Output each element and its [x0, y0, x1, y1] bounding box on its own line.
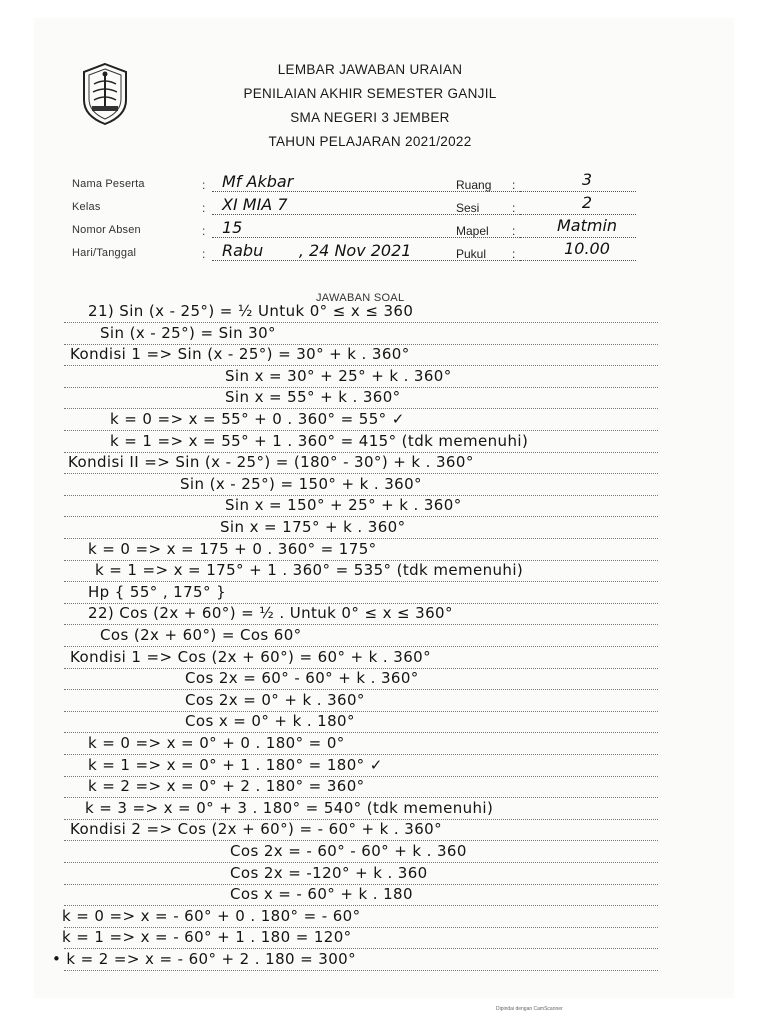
- answer-line: Cos x = 0° + k . 180°: [185, 712, 355, 731]
- answer-line: Cos 2x = 60° - 60° + k . 360°: [185, 669, 419, 688]
- section-title: JAWABAN SOAL: [316, 292, 405, 304]
- header-year: TAHUN PELAJARAN 2021/2022: [268, 134, 472, 149]
- info-value-kelas: XI MIA 7: [222, 195, 288, 214]
- answer-line: Sin x = 175° + k . 360°: [220, 518, 406, 536]
- header-school: SMA NEGERI 3 JEMBER: [290, 110, 450, 125]
- answer-line: Cos 2x = -120° + k . 360: [230, 863, 428, 882]
- scanner-footer: Dipindai dengan CamScanner: [496, 1006, 563, 1012]
- info-value-mapel: Matmin: [556, 216, 618, 235]
- answer-line: Kondisi 1 => Cos (2x + 60°) = 60° + k . 360°: [70, 647, 431, 666]
- info-label: Ruang: [456, 178, 492, 192]
- info-row-kelas: Kelas : XI MIA 7 Sesi : 2: [72, 199, 672, 221]
- info-label: Mapel: [456, 224, 489, 238]
- answer-line: Kondisi 1 => Sin (x - 25°) = 30° + k . 360°: [70, 345, 410, 364]
- answer-line: k = 1 => x = 0° + 1 . 180° = 180° ✓: [88, 755, 383, 774]
- east-java-seal-logo: [80, 62, 130, 126]
- answer-line: Sin x = 55° + k . 360°: [225, 388, 401, 407]
- answer-line: k = 0 => x = 175 + 0 . 360° = 175°: [88, 539, 377, 558]
- answer-line: 22) Cos (2x + 60°) = ½ . Untuk 0° ≤ x ≤ 360°: [88, 604, 453, 623]
- answer-line: Sin (x - 25°) = 150° + k . 360°: [180, 474, 422, 493]
- info-label: Sesi: [456, 201, 480, 215]
- info-value-sesi: 2: [581, 193, 593, 212]
- answer-line: Sin x = 150° + 25° + k . 360°: [225, 496, 462, 515]
- answer-line: Sin x = 30° + 25° + k . 360°: [225, 366, 452, 385]
- answer-line: k = 2 => x = 0° + 2 . 180° = 360°: [88, 777, 365, 796]
- dotted-rule: [64, 970, 658, 971]
- answer-line: Sin (x - 25°) = Sin 30°: [100, 323, 276, 342]
- info-value-absen: 15: [222, 218, 243, 237]
- answer-line: k = 0 => x = - 60° + 0 . 180° = - 60°: [62, 906, 361, 925]
- answer-line: Hp { 55° , 175° }: [88, 582, 227, 601]
- answer-line: Cos x = - 60° + k . 180: [230, 885, 413, 904]
- dotted-rule: [64, 711, 658, 712]
- answer-line: k = 3 => x = 0° + 3 . 180° = 540° (tdk memenuhi): [85, 798, 494, 817]
- header-exam: PENILAIAN AKHIR SEMESTER GANJIL: [243, 86, 497, 101]
- info-label: Nama Peserta: [72, 178, 145, 190]
- info-label: Nomor Absen: [72, 224, 141, 236]
- info-label: Pukul: [456, 247, 487, 261]
- answer-line: 21) Sin (x - 25°) = ½ Untuk 0° ≤ x ≤ 360: [88, 302, 414, 320]
- info-row-nama: Nama Peserta : Mf Akbar Ruang : 3: [72, 176, 672, 198]
- answer-line: Kondisi II => Sin (x - 25°) = (180° - 30°) + k . 360°: [68, 453, 474, 472]
- answer-line: k = 1 => x = - 60° + 1 . 180 = 120°: [62, 928, 352, 947]
- answer-line: k = 0 => x = 0° + 0 . 180° = 0°: [88, 734, 345, 752]
- info-row-tanggal: Hari/Tanggal : Rabu , 24 Nov 2021 Pukul : 10.00: [72, 245, 672, 267]
- info-label: Kelas: [72, 201, 101, 213]
- header-title: LEMBAR JAWABAN URAIAN: [277, 62, 463, 77]
- answer-line: Cos 2x = - 60° - 60° + k . 360: [230, 842, 467, 860]
- info-value-nama: Mf Akbar: [222, 172, 294, 191]
- info-label: Hari/Tanggal: [72, 247, 137, 259]
- answer-line: k = 1 => x = 55° + 1 . 360° = 415° (tdk memenuhi): [110, 431, 529, 450]
- info-row-absen: Nomor Absen : 15 Mapel : Matmin: [72, 222, 672, 244]
- answer-line: k = 0 => x = 55° + 0 . 360° = 55° ✓: [110, 410, 405, 428]
- answer-line: • k = 2 => x = - 60° + 2 . 180 = 300°: [52, 950, 356, 968]
- info-value-ruang: 3: [581, 170, 593, 189]
- sheet-header: [200, 58, 540, 154]
- info-value-tanggal: Rabu , 24 Nov 2021: [222, 241, 412, 260]
- answer-line: Cos 2x = 0° + k . 360°: [185, 690, 365, 709]
- info-value-pukul: 10.00: [564, 239, 610, 258]
- answer-line: k = 1 => x = 175° + 1 . 360° = 535° (tdk memenuhi): [95, 561, 524, 580]
- answer-line: Cos (2x + 60°) = Cos 60°: [100, 626, 302, 644]
- answer-line: Kondisi 2 => Cos (2x + 60°) = - 60° + k . 360°: [70, 820, 442, 839]
